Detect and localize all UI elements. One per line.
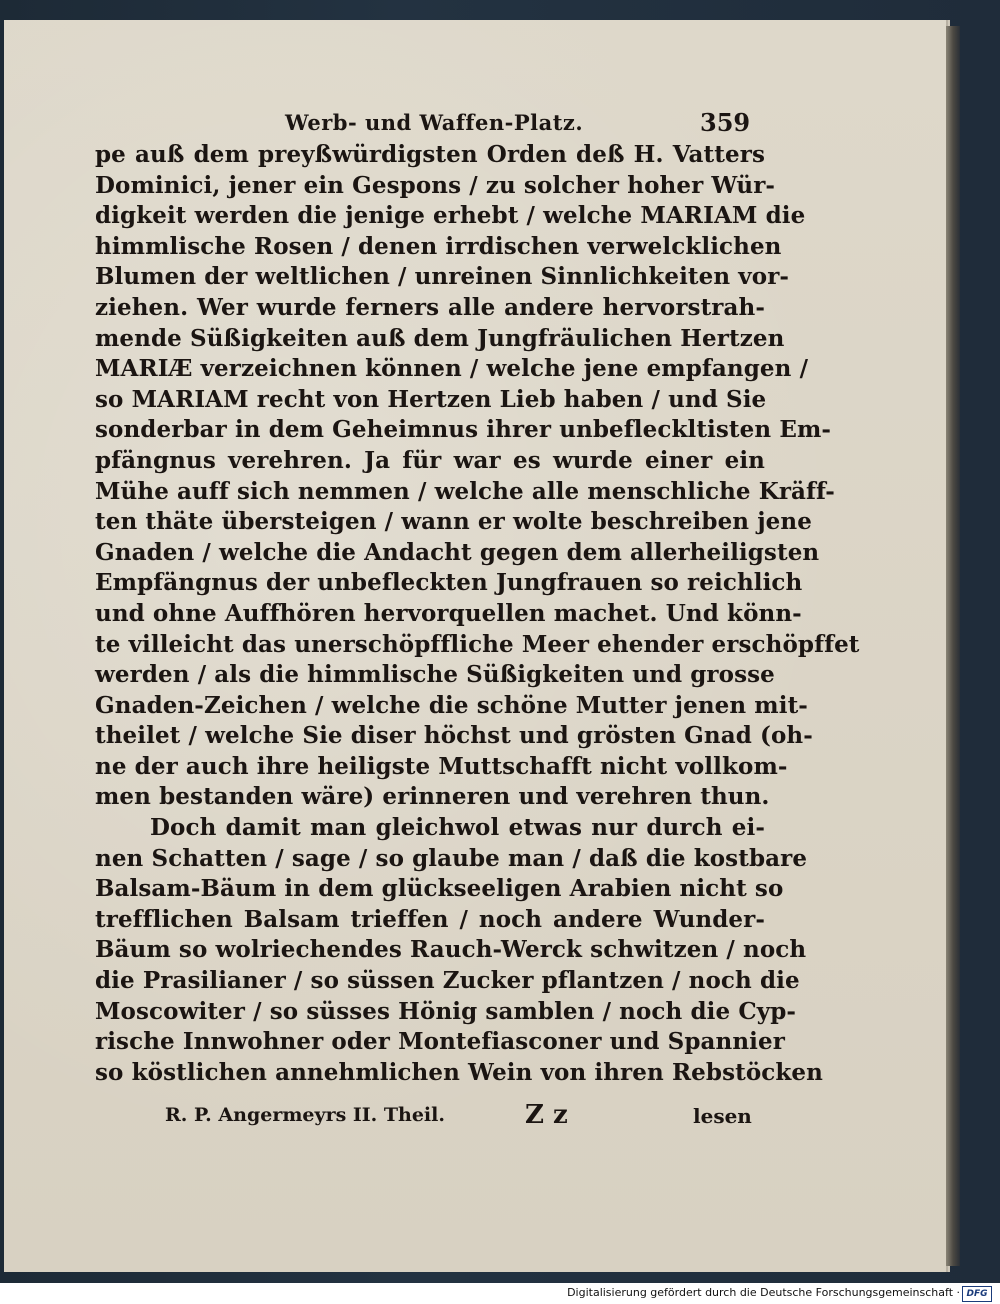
footer-signature: R. P. Angermeyrs II. Theil. <box>165 1104 445 1127</box>
text-line: die Prasilianer / so süssen Zucker pflantzen / noch die <box>95 967 800 995</box>
text-line: Doch damit man gleichwol etwas nur durch ei- <box>150 814 765 842</box>
text-line: ziehen. Wer wurde ferners alle andere hervorstrah- <box>95 293 765 321</box>
credit-bar <box>0 1283 1000 1304</box>
running-head-title: Werb- und Waffen-Platz. <box>285 110 584 135</box>
text-line: digkeit werden die jenige erhebt / welche MARIAM die <box>95 202 806 230</box>
page-edge <box>946 26 960 1266</box>
text-line: Gnaden-Zeichen / welche die schöne Mutter jenen mit- <box>95 691 808 719</box>
text-line: Dominici, jener ein Gespons / zu solcher hoher Wür- <box>95 171 776 199</box>
text-line: pe auß dem preyßwürdigsten Orden deß H. Vatters <box>95 141 765 168</box>
text-line: te villeicht das unerschöpffliche Meer ehender erschöpffet <box>95 630 860 658</box>
running-head <box>95 102 765 140</box>
sheet-signature-mark: Z z <box>525 1100 568 1131</box>
text-line: rische Innwohner oder Montefiasconer und Spannier <box>95 1028 785 1056</box>
text-line: so köstlichen annehmlichen Wein von ihren Rebstöcken <box>95 1058 823 1086</box>
text-line: theilet / welche Sie diser höchst und grösten Gnad (oh- <box>95 722 813 750</box>
text-line: Blumen der weltlichen / unreinen Sinnlichkeiten vor- <box>95 263 790 291</box>
text-line: so MARIAM recht von Hertzen Lieb haben / und Sie <box>95 385 767 413</box>
text-line: Empfängnus der unbefleckten Jungfrauen so reichlich <box>95 569 803 597</box>
page-footer <box>95 1098 765 1138</box>
text-line: ne der auch ihre heiligste Muttschafft nicht vollkom- <box>95 752 788 780</box>
body-text <box>95 140 860 1088</box>
credit-text: Digitalisierung gefördert durch die Deutsche Forschungsgemeinschaft · <box>567 1286 960 1299</box>
text-line: mende Süßigkeiten auß dem Jungfräulichen Hertzen <box>95 324 785 352</box>
text-line: Gnaden / welche die Andacht gegen dem allerheiligsten <box>95 538 820 566</box>
text-line: und ohne Auffhören hervorquellen machet. Und könn- <box>95 599 802 627</box>
text-line: sonderbar in dem Geheimnus ihrer unbefleckltisten Em- <box>95 416 832 444</box>
text-line: MARIÆ verzeichnen können / welche jene empfangen / <box>95 355 809 383</box>
catchword: lesen <box>693 1104 752 1129</box>
text-line: werden / als die himmlische Süßigkeiten und grosse <box>95 661 775 689</box>
page-number: 359 <box>700 108 751 137</box>
text-line: nen Schatten / sage / so glaube man / daß die kostbare <box>95 844 808 872</box>
text-line: Balsam-Bäum in dem glückseeligen Arabien nicht so <box>95 875 784 903</box>
text-line: Moscowiter / so süsses Hönig samblen / noch die Cyp- <box>95 997 797 1025</box>
text-line: men bestanden wäre) erinneren und verehren thun. <box>95 783 770 811</box>
text-line: trefflichen Balsam trieffen / noch andere Wunder- <box>95 905 765 933</box>
text-line: pfängnus verehren. Ja für war es wurde einer ein <box>95 446 765 474</box>
dfg-logo-icon: DFG <box>962 1286 992 1302</box>
text-line: ten thäte übersteigen / wann er wolte beschreiben jene <box>95 508 812 536</box>
text-line: Mühe auff sich nemmen / welche alle menschliche Kräff- <box>95 477 835 505</box>
text-line: himmlische Rosen / denen irrdischen verwelcklichen <box>95 232 782 260</box>
text-line: Bäum so wolriechendes Rauch-Werck schwitzen / noch <box>95 936 807 964</box>
page-text-block <box>95 102 860 1138</box>
